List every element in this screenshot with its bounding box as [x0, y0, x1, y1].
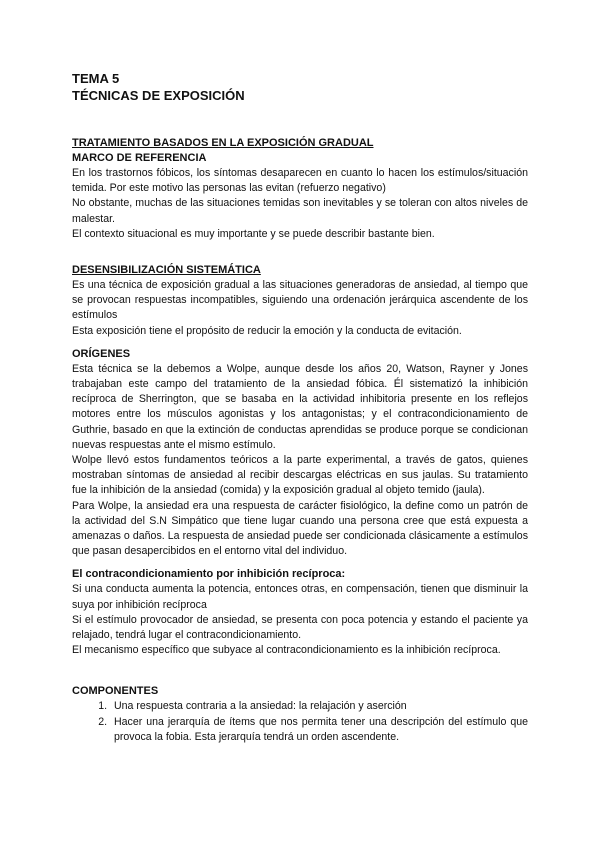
paragraph: El mecanismo específico que subyace al contracondicionamiento es la inhibición recíproca. — [72, 644, 501, 657]
paragraph: En los trastornos fóbicos, los síntomas desaparecen en cuanto lo hacen los estímulos/situación temida. Por este motivo las personas las evitan (refuerzo negativo) — [72, 167, 528, 195]
chapter-title: TÉCNICAS DE EXPOSICIÓN — [72, 88, 245, 103]
subheading-origenes: ORÍGENES — [72, 347, 131, 360]
subheading-marco: MARCO DE REFERENCIA — [72, 152, 207, 164]
paragraph: Wolpe llevó estos fundamentos teóricos a la parte experimental, a través de gatos, quienes mostraban síntomas de ansiedad al recibir descargas eléctricas en sus jaulas. Su tratamiento fue la inhibición de la ansiedad (comida) y la exposición gradual al objeto temido (jaula). — [72, 454, 528, 497]
paragraph: Si el estímulo provocador de ansiedad, se presenta con poca potencia y estando el paciente ya relajado, tendrá lugar el contracondicionamiento. — [72, 613, 528, 642]
subheading-componentes: COMPONENTES — [72, 685, 159, 698]
paragraph: Es una técnica de exposición gradual a las situaciones generadoras de ansiedad, al tiempo que se provocan respuestas incompatibles, siguiendo una ordenación jerárquica ascendente de los estímulos — [72, 279, 528, 322]
paragraph: El contexto situacional es muy importante y se puede describir bastante bien. — [72, 227, 435, 240]
section-heading-desensibilizacion: DESENSIBILIZACIÓN SISTEMÁTICA — [72, 264, 261, 277]
paragraph: No obstante, muchas de las situaciones temidas son inevitables y se toleran con altos niveles de malestar. — [72, 197, 528, 225]
paragraph: Esta técnica se la debemos a Wolpe, aunque desde los años 20, Watson, Rayner y Jones trabajaban este campo del tratamiento de la ansiedad fóbica. Él sistematizó la inhibición recíproca de Sherrington, que se basaba en la actividad inhibitoria presente en los reflejos motores entre los músculos agonistas y los antagonistas; y el contracondicionamiento de Guthrie, basado en que la extinción de conductas aprendidas se produce porque se condicionan nuevas respuestas ante el mismo estímulo. — [72, 362, 528, 451]
section-heading-tratamiento: TRATAMIENTO BASADOS EN LA EXPOSICIÓN GRADUAL — [72, 137, 374, 149]
chapter-number: TEMA 5 — [72, 71, 120, 86]
list-item: 1. Una respuesta contraria a la ansiedad: la relajación y aserción — [110, 699, 528, 714]
paragraph: Si una conducta aumenta la potencia, entonces otras, en compensación, tienen que disminuir la suya por inhibición recíproca — [72, 583, 528, 611]
paragraph: Para Wolpe, la ansiedad era una respuesta de carácter fisiológico, la define como un patrón de la actividad del S.N Simpático que tiene lugar cuando una persona cree que está expuesta a amenazas o daños. La respuesta de ansiedad puede ser condicionada clásicamente a estímulos que pasan desapercibidos en el entorno vital del individuo. — [72, 499, 528, 558]
subheading-contracondicionamiento: El contracondicionamiento por inhibición recíproca: — [72, 568, 346, 581]
componentes-list — [72, 699, 528, 745]
paragraph: Esta exposición tiene el propósito de reducir la emoción y la conducta de evitación. — [72, 324, 462, 337]
list-item: 2. Hacer una jerarquía de ítems que nos permita tener una descripción del estímulo que provoca la fobia. Esta jerarquía tendrá un orden ascendente. — [110, 715, 528, 745]
